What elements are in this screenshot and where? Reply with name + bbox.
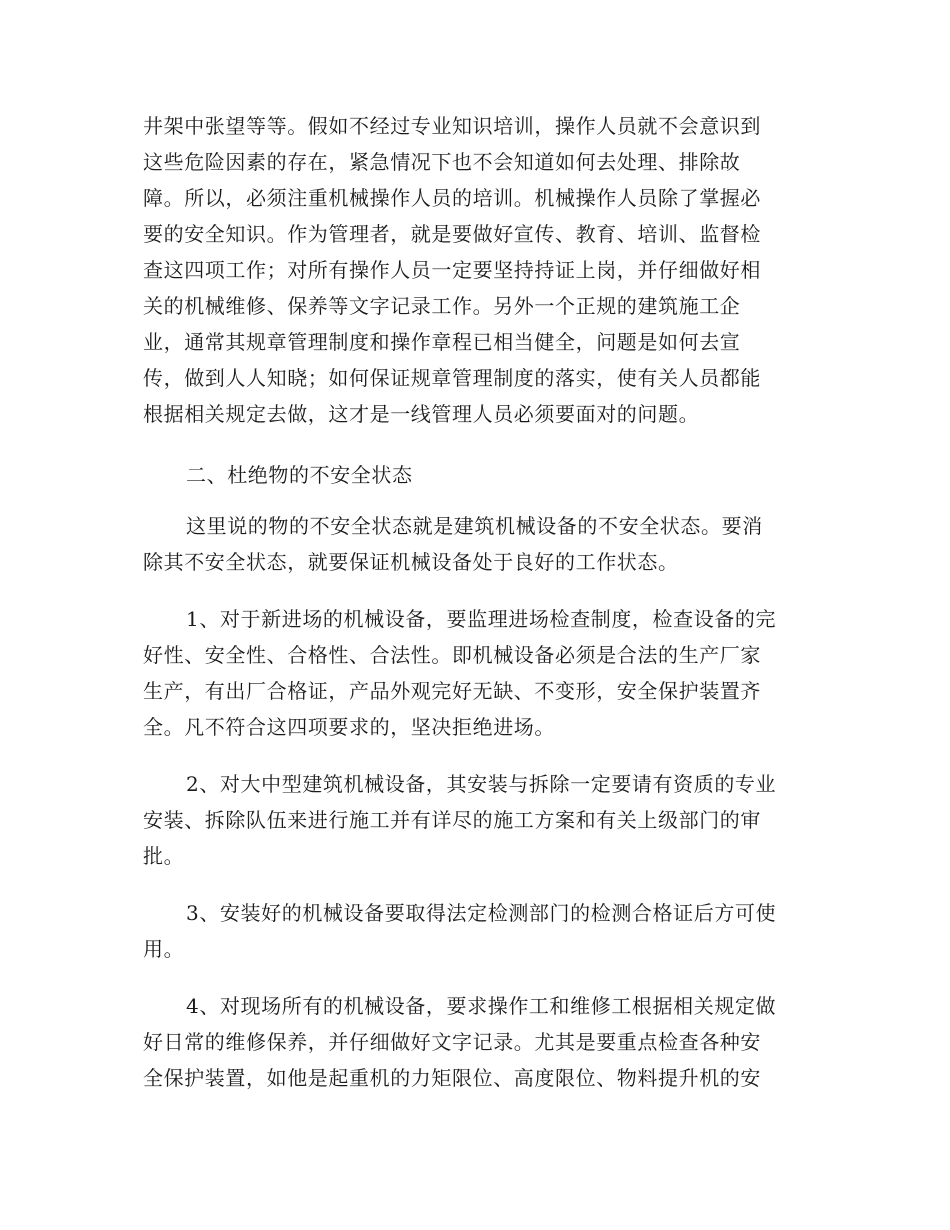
body-text-line: 根据相关规定去做，这才是一线管理人员必须要面对的问题。 [143,402,700,426]
body-text-line: 井架中张望等等。假如不经过专业知识培训，操作人员就不会意识到 [143,114,761,138]
body-text-line: 3、安装好的机械设备要取得法定检测部门的检测合格证后方可使 [186,901,777,925]
body-text-line: 2、对大中型建筑机械设备，其安装与拆除一定要请有资质的专业 [186,772,777,796]
body-text-line: 1、对于新进场的机械设备，要监理进场检查制度，检查设备的完 [186,607,777,631]
body-text-line: 好性、安全性、合格性、合法性。即机械设备必须是合法的生产厂家 [143,643,761,667]
body-text-line: 安装、拆除队伍来进行施工并有详尽的施工方案和有关上级部门的审 [143,808,761,832]
body-text-line: 业，通常其规章管理制度和操作章程已相当健全，问题是如何去宣 [143,330,741,354]
body-text-line: 传，做到人人知晓；如何保证规章管理制度的落实，使有关人员都能 [143,366,761,390]
body-text-line: 好日常的维修保养，并仔细做好文字记录。尤其是要重点检查各种安 [143,1030,761,1054]
body-text-line: 除其不安全状态，就要保证机械设备处于良好的工作状态。 [143,550,679,574]
body-text-line: 全。凡不符合这四项要求的，坚决拒绝进场。 [143,715,555,739]
body-text-line: 4、对现场所有的机械设备，要求操作工和维修工根据相关规定做 [186,994,777,1018]
section-heading: 二、杜绝物的不安全状态 [186,463,413,487]
body-text-line: 要的安全知识。作为管理者，就是要做好宣传、教育、培训、监督检 [143,222,761,246]
body-text-line: 障。所以，必须注重机械操作人员的培训。机械操作人员除了掌握必 [143,186,761,210]
body-text-line: 这些危险因素的存在，紧急情况下也不会知道如何去处理、排除故 [143,150,741,174]
body-text-line: 用。 [143,937,185,961]
body-text-line: 批。 [143,844,185,868]
body-text-line: 这里说的物的不安全状态就是建筑机械设备的不安全状态。要消 [186,514,763,538]
body-text-line: 关的机械维修、保养等文字记录工作。另外一个正规的建筑施工企 [143,294,741,318]
body-text-line: 生产，有出厂合格证，产品外观完好无缺、不变形，安全保护装置齐 [143,679,761,703]
body-text-line: 查这四项工作；对所有操作人员一定要坚持持证上岗，并仔细做好相 [143,258,761,282]
body-text-line: 全保护装置，如他是起重机的力矩限位、高度限位、物料提升机的安 [143,1066,761,1090]
